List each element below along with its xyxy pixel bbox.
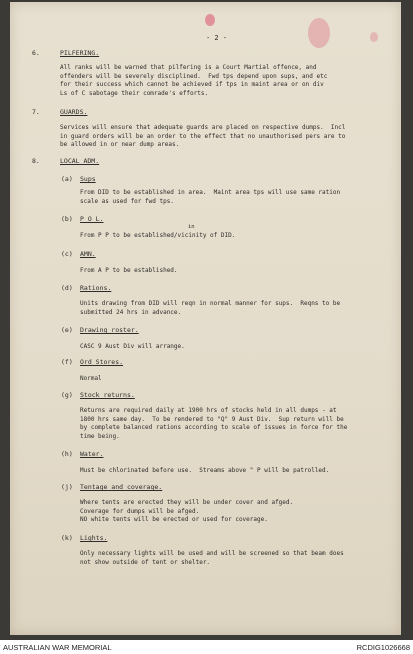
subsection-title: P O L. [80, 215, 104, 223]
subsection-label: (h) [61, 450, 73, 458]
subsection-text: Units drawing from DID will reqn in normal manner for sups. Reqns to be submitted 24 hrs in advance. [80, 300, 341, 316]
subsection-title: Ord Stores. [80, 358, 124, 366]
archive-footer [0, 640, 413, 654]
subsection-label: (f) [61, 358, 73, 366]
footer-source: AUSTRALIAN WAR MEMORIAL [3, 643, 112, 652]
subsection-label: (c) [61, 250, 73, 258]
subsection-label: (j) [61, 483, 73, 491]
subsection-label: (a) [61, 175, 73, 183]
handwritten-insert: in [188, 224, 195, 230]
subsection-text: From P P to be established/vicinity of DID. [80, 232, 236, 239]
subsection-text: Where tents are erected they will be under cover and afged. Coverage for dumps will be afged. NO white tents will be erected or used for coverage. [80, 499, 294, 524]
subsection-title: Rations. [80, 284, 112, 292]
section-number: 8. [32, 157, 40, 165]
page-number: - 2 - [206, 34, 228, 42]
footer-record-id: RCDIG1026668 [356, 643, 410, 652]
subsection-text: Only necessary lights will be used and will be screened so that beam does not show outside of tent or shelter. [80, 550, 344, 566]
subsection-label: (b) [61, 215, 73, 223]
section-number: 7. [32, 108, 40, 116]
ink-stain [308, 18, 330, 48]
subsection-text: From A P to be established. [80, 267, 178, 274]
subsection-text: Returns are required daily at 1900 hrs of stocks held in all dumps - at 1800 hrs same day. To be rendered to "Q" 9 Aust Div. Sup return will be by complete balanced rations according to scale of issues in force for the time being. [80, 407, 348, 440]
subsection-title: Water. [80, 450, 104, 458]
section-title: GUARDS. [60, 108, 88, 116]
section-title: LOCAL ADM. [60, 157, 100, 165]
subsection-label: (k) [61, 534, 73, 542]
subsection-label: (e) [61, 326, 73, 334]
subsection-text: Must be chlorinated before use. Streams above " P will be patrolled. [80, 467, 330, 474]
section-text: All ranks will be warned that pilfering is a Court Martial offence, and offenders will be severely disciplined. Fwd tps depend upon sups, and etc for their success which cannot be achieved if tps in maint area or on div Ls of C sabotage their comrade's efforts. [60, 64, 328, 97]
document-page [10, 2, 401, 635]
subsection-title: AMN. [80, 250, 96, 258]
ink-stain [205, 14, 215, 26]
section-text: Services will ensure that adequate guards are placed on respective dumps. Incl in guard orders will be an order to the effect that no unauthorised pers are to be allowed in or near dump areas. [60, 124, 346, 149]
subsection-title: Stock returns. [80, 391, 135, 399]
section-number: 6. [32, 49, 40, 57]
subsection-text: From DID to be established in area. Maint area tps will use same ration scale as used for fwd tps. [80, 189, 341, 205]
subsection-title: Drawing roster. [80, 326, 139, 334]
subsection-text: CASC 9 Aust Div will arrange. [80, 343, 185, 350]
subsection-title: Lights. [80, 534, 108, 542]
subsection-label: (g) [61, 391, 73, 399]
section-title: PILFERING. [60, 49, 100, 57]
ink-stain [370, 32, 378, 42]
subsection-text: Normal [80, 375, 102, 382]
subsection-label: (d) [61, 284, 73, 292]
subsection-title: Sups [80, 175, 96, 183]
subsection-title: Tentage and coverage. [80, 483, 163, 491]
